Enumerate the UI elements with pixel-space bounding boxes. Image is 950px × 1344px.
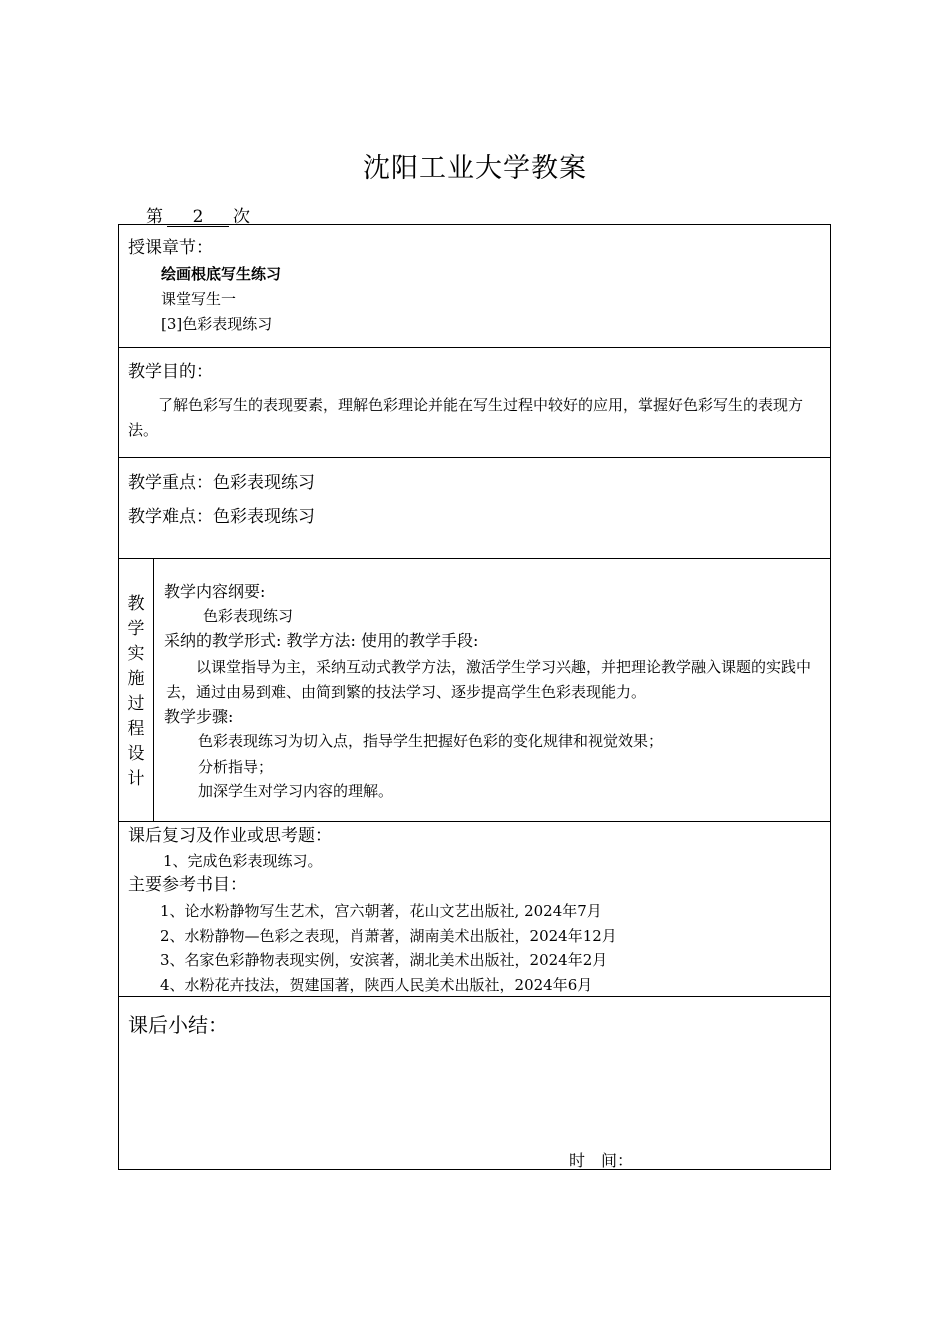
side-char: 施 bbox=[127, 669, 145, 689]
difficult-point: 教学难点：色彩表现练习 bbox=[128, 507, 315, 527]
time-label: 时 间： bbox=[569, 1151, 634, 1170]
process-side-label bbox=[119, 592, 153, 792]
row-divider bbox=[118, 996, 831, 997]
side-char: 计 bbox=[127, 769, 145, 789]
side-char: 过 bbox=[127, 694, 145, 714]
reference-item: 4、水粉花卉技法，贺建国著，陕西人民美术出版社，2024年6月 bbox=[160, 976, 593, 994]
summary-label: 课后小结： bbox=[128, 1013, 228, 1037]
reference-item: 3、名家色彩静物表现实例，安滨著，湖北美术出版社，2024年2月 bbox=[160, 951, 608, 969]
side-char: 学 bbox=[127, 619, 145, 639]
objective-text: 了解色彩写生的表现要素，理解色彩理论并能在写生过程中较好的应用，掌握好色彩写生的表现方法。 bbox=[128, 396, 804, 439]
side-char: 设 bbox=[127, 744, 145, 764]
row-divider bbox=[118, 821, 831, 822]
steps-label: 教学步骤: bbox=[164, 707, 234, 726]
reference-item: 1、论水粉静物写生艺术，宫六朝著，花山文艺出版社, 2024年7月 bbox=[160, 902, 602, 920]
column-divider bbox=[153, 559, 154, 821]
row-divider bbox=[118, 558, 831, 559]
side-char: 教 bbox=[127, 594, 145, 614]
chapter-label: 授课章节： bbox=[128, 238, 213, 258]
outline-item: 色彩表现练习 bbox=[203, 607, 294, 625]
reference-item: 2、水粉静物—色彩之表现，肖萧著，湖南美术出版社，2024年12月 bbox=[160, 927, 617, 945]
chapter-line: [3]色彩表现练习 bbox=[161, 315, 273, 333]
row-divider bbox=[118, 347, 831, 348]
side-char: 程 bbox=[127, 719, 145, 739]
key-point: 教学重点：色彩表现练习 bbox=[128, 473, 315, 493]
side-char: 实 bbox=[127, 644, 145, 664]
outline-label: 教学内容纲要: bbox=[164, 582, 266, 601]
objective-label: 教学目的： bbox=[128, 362, 213, 382]
session-number-value: 2 bbox=[167, 208, 229, 227]
page-title: 沈阳工业大学教案 bbox=[363, 153, 587, 184]
homework-label: 课后复习及作业或思考题： bbox=[128, 826, 332, 846]
chapter-line: 课堂写生一 bbox=[161, 290, 237, 308]
references-label: 主要参考书目： bbox=[128, 875, 247, 895]
step-item: 色彩表现练习为切入点，指导学生把握好色彩的变化规律和视觉效果； bbox=[198, 732, 664, 750]
methods-text: 以课堂指导为主，采纳互动式教学方法，激活学生学习兴趣，并把理论教学融入课题的实践中去，通过由易到难、由简到繁的技法学习、逐步提高学生色彩表现能力。 bbox=[166, 658, 812, 701]
methods-label: 采纳的教学形式: 教学方法: 使用的教学手段: bbox=[164, 631, 479, 650]
chapter-line: 绘画根底写生练习 bbox=[161, 265, 282, 283]
step-item: 加深学生对学习内容的理解。 bbox=[198, 782, 394, 800]
row-divider bbox=[118, 457, 831, 458]
step-item: 分析指导； bbox=[198, 758, 274, 776]
homework-item: 1、完成色彩表现练习。 bbox=[163, 852, 323, 870]
session-prefix: 第 bbox=[146, 207, 163, 227]
session-suffix: 次 bbox=[233, 207, 250, 227]
